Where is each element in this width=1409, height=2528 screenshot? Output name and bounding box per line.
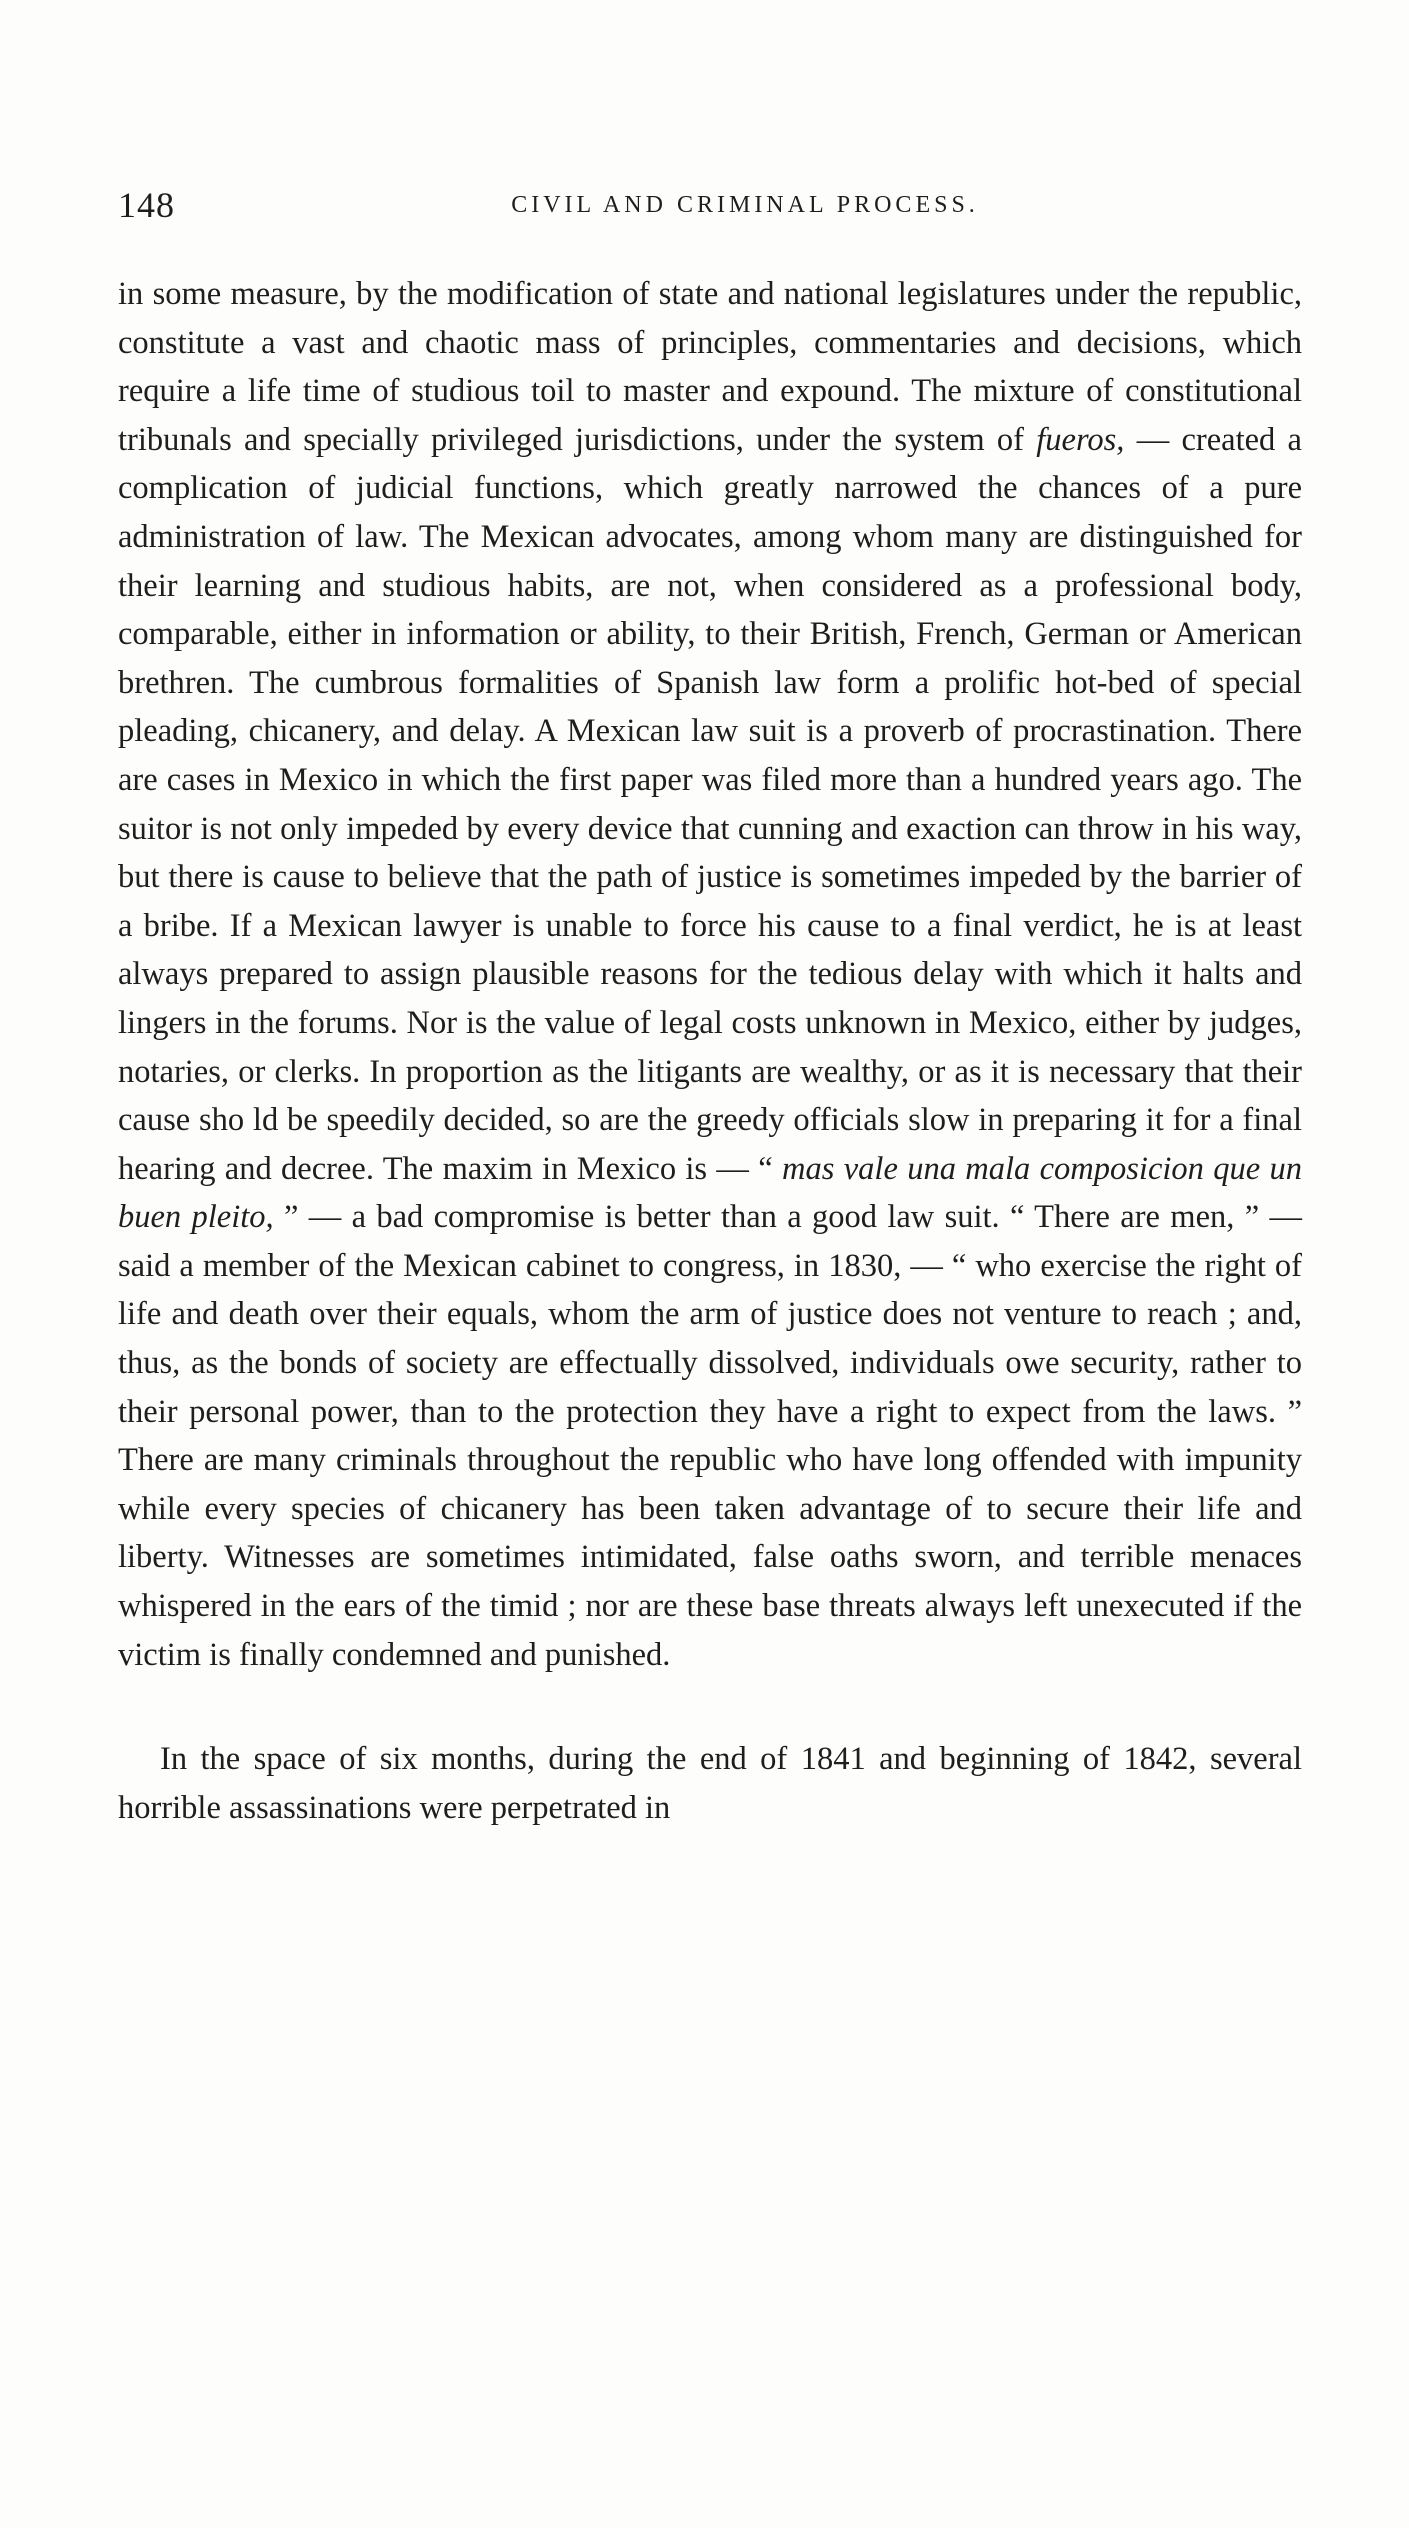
page-header: [118, 184, 1302, 234]
paragraph-1-part-2: — created a complication of judicial functions, which greatly narrowed the chances of a pure administration of law. The Mexican advocates, among whom many are distinguished for their learning and studious habits, are not, when considered as a professional body, comparable, either in information or ability, to their British, French, German or American brethren. The cumbrous formalities of Spanish law form a prolific hot-bed of special pleading, chicanery, and delay. A Mexican law suit is a proverb of procrastination. There are cases in Mexico in which the first paper was filed more than a hundred years ago. The suitor is not only impeded by every device that cunning and exaction can throw in his way, but there is cause to believe that the path of justice is sometimes impeded by the barrier of a bribe. If a Mexican lawyer is unable to force his cause to a final verdict, he is at least always prepared to assign plausible reasons for the tedious delay with which it halts and lingers in the forums. Nor is the value of legal costs unknown in Mexico, either by judges, notaries, or clerks. In proportion as the litigants are wealthy, or as it is necessary that their cause sho ld be speedily decided, so are the greedy officials slow in preparing it for a final hearing and decree. The maxim in Mexico is — “: [118, 421, 1302, 1187]
body-text: [118, 270, 1302, 1832]
page-number: 148: [118, 185, 175, 225]
paragraph-1-part-3: ” — a bad compromise is better than a good law suit. “ There are men, ” — said a member of the Mexican cabinet to congress, in 1830, — “ who exercise the right of life and death over their equals, whom the arm of justice does not venture to reach ; and, thus, as the bonds of society are effectually dissolved, individuals owe security, rather to their personal power, than to the protection they have a right to expect from the laws. ” There are many criminals throughout the republic who have long offended with impunity while every species of chicanery has been taken advantage of to secure their life and liberty. Witnesses are sometimes intimidated, false oaths sworn, and terrible menaces whispered in the ears of the timid ; nor are these base threats always left unexecuted if the victim is finally condemned and punished.: [118, 1199, 1302, 1673]
italic-spanish-maxim: mas vale una mala composicion que un buen pleito,: [118, 1150, 1303, 1236]
paragraph-1-part-1: in some measure, by the modification of state and national legislatures under the republic, constitute a vast and chaotic mass of principles, commentaries and decisions, which require a life time of studious toil to master and expound. The mixture of constitutional tribunals and specially privileged jurisdictions, under the system of: [118, 276, 1302, 458]
paragraph-2: In the space of six months, during the end of 1841 and beginning of 1842, several horrible assassinations were perpetrated in: [118, 1741, 1302, 1826]
running-head: CIVIL AND CRIMINAL PROCESS.: [511, 192, 979, 218]
paragraph-1: [118, 270, 1302, 1679]
italic-term-fueros: fueros,: [1036, 421, 1125, 458]
